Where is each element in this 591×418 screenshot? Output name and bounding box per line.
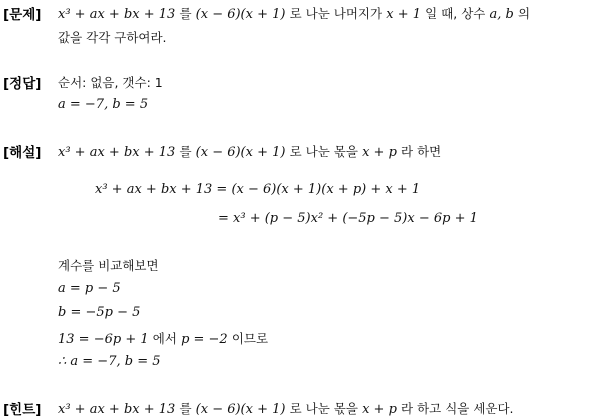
solution-equation-2: = x³ + (p − 5)x² + (−5p − 5)x − 6p + 1 xyxy=(218,211,478,226)
hint-quotient: x + p xyxy=(362,402,397,417)
solution-quotient: x + p xyxy=(362,145,397,160)
solution-text: 로 나눈 몫을 xyxy=(289,144,358,159)
hint-text: 라 하고 식을 세운다. xyxy=(401,401,514,416)
answer-values: a = −7, b = 5 xyxy=(58,97,149,112)
solution-conclusion: ∴ a = −7, b = 5 xyxy=(58,354,161,369)
solution-compare: 계수를 비교해보면 xyxy=(58,258,159,273)
problem-label: [문제] xyxy=(3,7,42,23)
solution-text: 에서 xyxy=(152,331,177,346)
problem-expression: x³ + ax + bx + 13 xyxy=(58,7,176,22)
problem-text: 일 때, 상수 xyxy=(425,6,486,21)
hint-label: [힌트] xyxy=(3,402,42,418)
solution-step-3 xyxy=(58,329,268,347)
solution-step-3-value: p = −2 xyxy=(181,332,228,347)
problem-text: 의 xyxy=(518,6,531,21)
problem-remainder: x + 1 xyxy=(386,7,421,22)
solution-label: [해설] xyxy=(3,145,42,161)
solution-step-2: b = −5p − 5 xyxy=(58,305,141,320)
solution-expression: x³ + ax + bx + 13 xyxy=(58,145,176,160)
problem-text: 로 나눈 나머지가 xyxy=(289,6,383,21)
solution-step-3-equation: 13 = −6p + 1 xyxy=(58,332,149,347)
solution-intro xyxy=(58,142,441,160)
problem-line-1 xyxy=(58,4,530,22)
problem-constants: a, b xyxy=(489,7,514,22)
solution-divisor: (x − 6)(x + 1) xyxy=(195,145,286,160)
solution-step-1: a = p − 5 xyxy=(58,281,121,296)
solution-equation-1: x³ + ax + bx + 13 = (x − 6)(x + 1)(x + p) + x + 1 xyxy=(95,182,421,197)
solution-text: 라 하면 xyxy=(401,144,442,159)
hint-divisor: (x − 6)(x + 1) xyxy=(195,402,286,417)
problem-line-2: 값을 각각 구하여라. xyxy=(58,30,167,45)
solution-text: 를 xyxy=(179,144,192,159)
hint-text: 를 xyxy=(179,401,192,416)
answer-meta: 순서: 없음, 갯수: 1 xyxy=(58,75,163,90)
problem-divisor: (x − 6)(x + 1) xyxy=(195,7,286,22)
problem-text: 를 xyxy=(179,6,192,21)
hint-text: 로 나눈 몫을 xyxy=(289,401,358,416)
hint-expression: x³ + ax + bx + 13 xyxy=(58,402,176,417)
hint-line xyxy=(58,399,514,417)
solution-text: 이므로 xyxy=(231,331,269,346)
answer-label: [정답] xyxy=(3,76,42,92)
